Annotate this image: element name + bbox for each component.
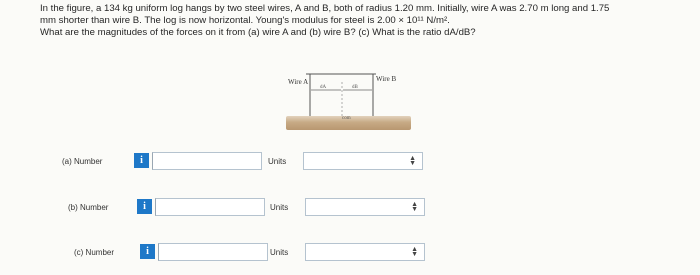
wire-b-label: Wire B [376, 75, 397, 83]
answer-row-c [0, 243, 700, 265]
units-c-label: Units [270, 248, 289, 257]
answer-b-label: (b) Number [68, 203, 109, 212]
info-icon[interactable]: i [140, 244, 155, 259]
answer-c-number-input[interactable] [158, 243, 268, 261]
answer-b-number-input[interactable] [155, 198, 265, 216]
units-a-select[interactable] [303, 152, 423, 170]
units-b-select[interactable] [305, 198, 425, 216]
chevron-updown-icon: ▲ ▼ [411, 201, 418, 213]
units-b-label: Units [270, 203, 289, 212]
info-icon[interactable]: i [134, 153, 149, 168]
answer-a-number-input[interactable] [152, 152, 262, 170]
problem-line-3: What are the magnitudes of the forces on it from (a) wire A and (b) wire B? (c) What is the ratio dA/dB? [40, 27, 476, 38]
answer-row-b [0, 198, 700, 220]
chevron-updown-icon: ▲ ▼ [411, 246, 418, 258]
com-label: com [342, 116, 351, 121]
problem-statement [40, 3, 680, 39]
log-wires-figure [280, 72, 420, 138]
info-icon[interactable]: i [137, 199, 152, 214]
db-text: dB [352, 85, 358, 90]
answer-row-a [0, 152, 700, 174]
da-text: dA [320, 85, 327, 90]
problem-line-1: In the figure, a 134 kg uniform log hangs by two steel wires, A and B, both of radius 1.20 mm. Initially, wire A was 2.70 m long and 1.75 [40, 3, 610, 14]
units-c-select[interactable] [305, 243, 425, 261]
answer-c-label: (c) Number [74, 248, 115, 257]
wire-a-label: Wire A [288, 78, 309, 86]
problem-line-2: mm shorter than wire B. The log is now horizontal. Young's modulus for steel is 2.00 × 10¹¹ N/m². [40, 15, 450, 26]
answer-a-label: (a) Number [62, 157, 103, 166]
units-a-label: Units [268, 157, 287, 166]
chevron-updown-icon: ▲ ▼ [409, 155, 416, 167]
